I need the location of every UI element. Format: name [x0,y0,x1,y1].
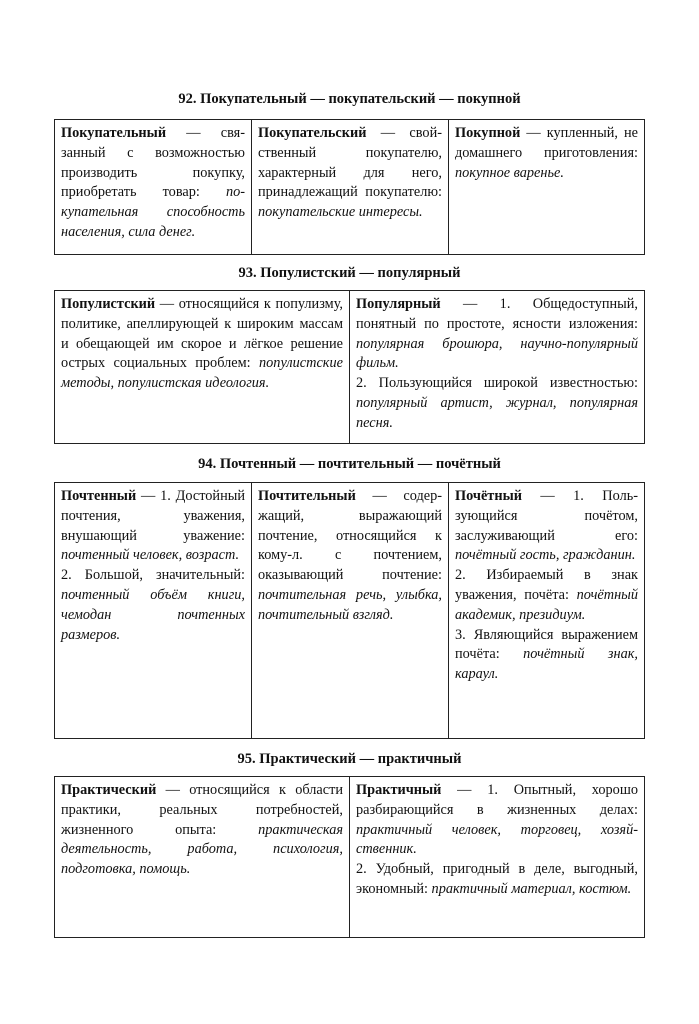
entry-cell [350,291,645,444]
entry-example: почтенный человек, возраст. [61,547,240,564]
entry-example: покупное варенье. [455,164,564,181]
section-heading-93: 93. Популистский — популярный [238,265,461,281]
entry-example: покупательские интересы. [258,204,423,221]
entry-definition: — свойственный покупателю, характерный для него, принадлежащий покупателю: [258,125,442,201]
entry-definition: — 1. Пользующийся почётом, заслуживающий его: [455,488,638,544]
entry-term: Покупательский [258,125,367,141]
entry-definition: — 1. Достойный почтения, уважения, внушающий уважение: [61,488,245,544]
entry-term: Покупательный [61,125,167,141]
entry-term: Покупной [455,125,521,141]
entry-example: популистские методы, популистская идеология. [61,355,343,392]
entry-example: почётный гость, гражданин. [455,547,636,564]
entry-example: почётный знак, караул. [455,646,638,683]
entry-definition: — относящийся к области практики, реальных потребностей, жизненного опыта: [61,782,343,838]
entry-term: Практический [61,782,157,798]
entry-example: покупательная способность населения, сила денег. [61,184,245,240]
entry-definition: 2. Большой, значительный: [61,567,245,584]
entry-cell [350,777,645,938]
entry-cell [55,777,350,938]
entry-term: Почтительный [258,488,356,504]
entry-definition: — 1. Общедоступный, понятный по простоте, ясности изложения: [356,296,638,332]
entry-definition: — купленный, не домашнего приготовления: [455,125,638,161]
entry-term: Почётный [455,488,522,504]
entry-example: популярный артист, журнал, популярная песня. [356,394,638,431]
entry-example: почтенный объём книги, чемодан почтенных размеров. [61,586,245,643]
entry-table-95 [54,776,645,938]
entry-cell [252,483,449,739]
entry-definition: — 1. Опытный, хорошо разбирающийся в жизненных делах: [356,782,638,818]
entry-definition: — относящийся к популизму, политике, апеллирующей к широким массам и обещающей им скорое и лёгкое решение острых социальных проблем: [61,296,343,372]
entry-example: практическая деятельность, работа, психология, подготовка, помощь. [61,821,343,878]
entry-term: Почтенный [61,488,137,504]
entry-definition: 2. Избираемый в знак уважения, почёта: [455,567,638,603]
entry-example: популярная брошюра, научно-популярный фильм. [356,335,638,372]
entry-cell [55,291,350,444]
entry-term: Практичный [356,782,442,798]
entry-example: почётный академик, президиум. [455,586,638,623]
entry-cell [449,483,645,739]
entry-example: почтительная речь, улыбка, почтительный взгляд. [258,586,442,623]
entry-definition: 2. Удобный, пригодный в деле, выгодный, экономный: [356,861,638,897]
entry-term: Популярный [356,296,441,312]
entry-cell [55,120,252,255]
entry-term: Популистский [61,296,156,312]
entry-definition: — содержащий, выражающий почтение, относящийся к кому-л. с почтением, оказывающий почтение: [258,488,442,584]
entry-example: практичный человек, торговец, хозяйственник. [356,821,638,858]
entry-definition: 2. Пользующийся широкой известностью: [356,375,638,392]
entry-table-94 [54,482,645,739]
section-heading-94: 94. Почтенный — почтительный — почётный [198,456,501,472]
section-heading-92: 92. Покупательный — покупательский — покупной [178,91,521,107]
entry-cell [55,483,252,739]
entry-table-93 [54,290,645,444]
entry-cell [252,120,449,255]
entry-definition: — связанный с возможностью производить покупку, приобретать товар: [61,125,245,201]
entry-table-92 [54,119,645,255]
entry-example: практичный материал, костюм. [431,880,632,897]
section-heading-95: 95. Практический — практичный [237,751,462,767]
entry-definition: 3. Являющийся выражением почёта: [455,626,638,663]
entry-cell [449,120,645,255]
